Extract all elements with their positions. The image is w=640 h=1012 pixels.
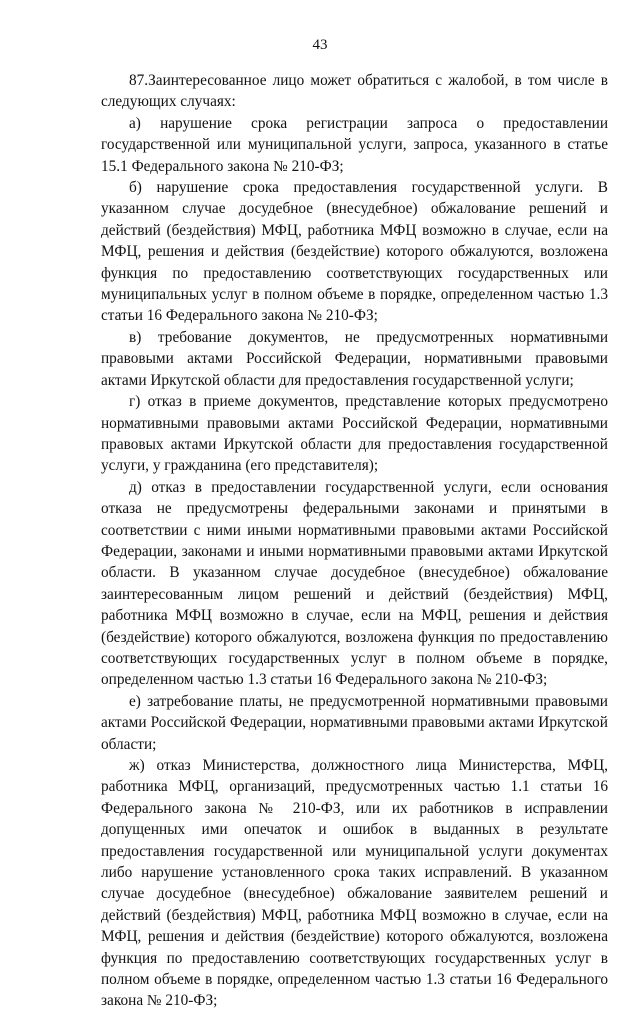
list-item-d: д) отказ в предоставлении государственной услуги, если основания отказа не предусмотрены федеральными законами и принятыми в соответствии с ними иными нормативными правовыми актами Российской Федерации, законами и иными нормативными правовыми актами Иркутской области. В указанном случае досудебное (внесудебное) обжалование заинтересованным лицом решений и действий (бездействия) МФЦ, работника МФЦ возможно в случае, если на МФЦ, решения и действия (бездействие) которого обжалуются, возложена функция по предоставлению соответствующих государственных услуг в полном объеме в порядке, определенном частью 1.3 статьи 16 Федерального закона № 210-ФЗ; <box>101 478 608 689</box>
list-item-g: г) отказ в приеме документов, представление которых предусмотрено нормативными правовыми актами Российской Федерации, нормативными правовых актами Иркутской области для предоставления государственной услуги, у гражданина (его представителя); <box>101 393 608 475</box>
page-number: 43 <box>312 37 328 53</box>
list-item-e: е) затребование платы, не предусмотренной нормативными правовыми актами Российской Федерации, нормативными правовыми актами Иркутской области; <box>101 692 608 753</box>
list-item-b: б) нарушение срока предоставления государственной услуги. В указанном случае досудебное (внесудебное) обжалование решений и действий (бездействия) МФЦ, работника МФЦ возможно в случае, если на МФЦ, решения и действия (бездействие) которого обжалуются, возложена функция по предоставлению соответствующих государственных или муниципальных услуг в полном объеме в порядке, определенном частью 1.3 статьи 16 Федерального закона № 210-ФЗ; <box>101 179 608 325</box>
list-item-a: а) нарушение срока регистрации запроса о предоставлении государственной или муниципальной услуги, запроса, указанного в статье 15.1 Федерального закона № 210-ФЗ; <box>101 114 608 175</box>
list-item-v: в) требование документов, не предусмотренных нормативными правовыми актами Российской Федерации, нормативными правовыми актами Иркутской области для предоставления государственной услуги; <box>101 328 608 389</box>
list-item-zh: ж) отказ Министерства, должностного лица Министерства, МФЦ, работника МФЦ, организаций, предусмотренных частью 1.1 статьи 16 Федерального закона № 210-ФЗ, или их работников в исправлении допущенных ими опечаток и ошибок в выданных в результате предоставления государственной или муниципальной услуги документах либо нарушение установленного срока таких исправлений. В указанном случае досудебное (внесудебное) обжалование заявителем решений и действий (бездействия) МФЦ, работника МФЦ возможно в случае, если на МФЦ, решения и действия (бездействие) которого обжалуются, возложена функция по предоставлению соответствующих государственных услуг в полном объеме в порядке, определенном частью 1.3 статьи 16 Федерального закона № 210-ФЗ; <box>101 757 608 1010</box>
document-body <box>101 70 608 1012</box>
paragraph-intro: 87.Заинтересованное лицо может обратиться с жалобой, в том числе в следующих случаях: <box>101 72 608 111</box>
